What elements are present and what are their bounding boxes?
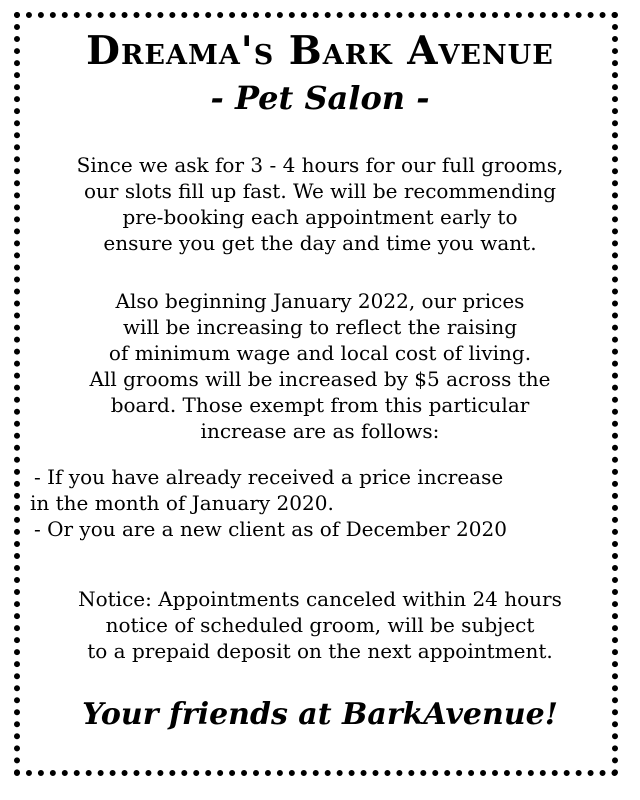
cancellation-notice — [20, 586, 620, 664]
text-line: pre-booking each appointment early to — [122, 205, 518, 229]
text-line: ensure you get the day and time you want. — [103, 231, 537, 255]
exemption-item: - If you have already received a price increase — [34, 465, 504, 489]
exemption-item: - Or you are a new client as of December 2020 — [34, 517, 507, 541]
text-line: increase are as follows: — [200, 419, 440, 443]
text-line: of minimum wage and local cost of living. — [108, 341, 532, 365]
booking-paragraph — [20, 152, 620, 256]
text-line: All grooms will be increased by $5 across the — [89, 367, 551, 391]
price-increase-paragraph — [20, 288, 620, 444]
salon-subtitle: - Pet Salon - — [210, 79, 430, 117]
text-line: board. Those exempt from this particular — [110, 393, 530, 417]
text-line: our slots fill up fast. We will be recommending — [83, 179, 557, 203]
text-line: Since we ask for 3 - 4 hours for our full grooms, — [76, 153, 564, 177]
exemption-item-continued: in the month of January 2020. — [30, 491, 334, 515]
text-line: to a prepaid deposit on the next appointment. — [87, 639, 553, 663]
text-line: Also beginning January 2022, our prices — [115, 289, 525, 313]
salon-title: Dreama's Bark Avenue — [86, 28, 554, 74]
text-line: notice of scheduled groom, will be subject — [105, 613, 535, 637]
text-line: Notice: Appointments canceled within 24 hours — [78, 587, 562, 611]
exemptions-list — [20, 464, 620, 542]
text-line: will be increasing to reflect the raising — [122, 315, 518, 339]
signoff: Your friends at BarkAvenue! — [82, 697, 558, 732]
